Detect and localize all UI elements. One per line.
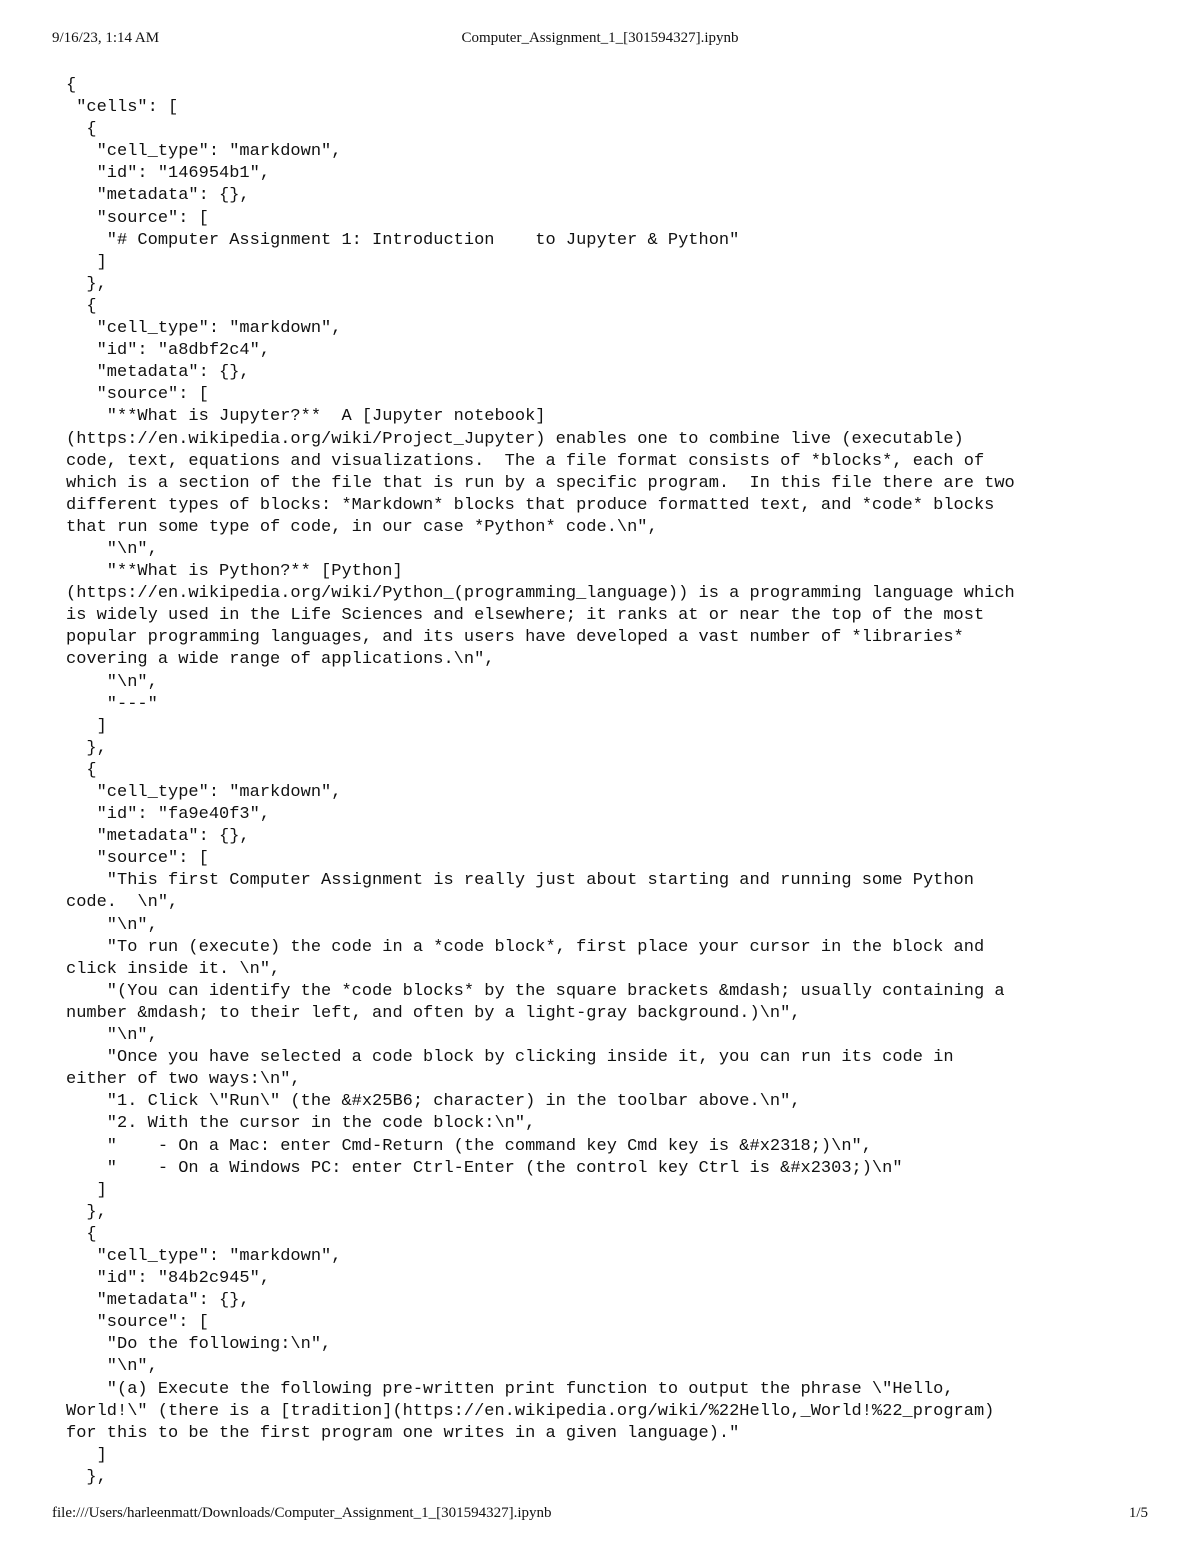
code-line: code. \n", [66, 893, 179, 913]
code-line: "id": "a8dbf2c4", [66, 341, 271, 361]
code-line: " - On a Mac: enter Cmd-Return (the command key Cmd key is &#x2318;)\n", [66, 1136, 872, 1156]
code-line: "cell_type": "markdown", [66, 319, 342, 339]
code-line: either of two ways:\n", [66, 1070, 301, 1090]
code-line: "metadata": {}, [66, 827, 250, 847]
file-path: file:///Users/harleenmatt/Downloads/Computer_Assignment_1_[301594327].ipynb [52, 1505, 552, 1521]
code-line: { [66, 1224, 97, 1244]
code-line: for this to be the first program one writes in a given language)." [66, 1423, 740, 1443]
code-line: "cell_type": "markdown", [66, 1246, 342, 1266]
code-line: "source": [ [66, 385, 209, 405]
code-line: is widely used in the Life Sciences and elsewhere; it ranks at or near the top of the most [66, 606, 985, 626]
code-line: "metadata": {}, [66, 363, 250, 383]
code-line: "Once you have selected a code block by clicking inside it, you can run its code in [66, 1048, 954, 1068]
code-line: (https://en.wikipedia.org/wiki/Python_(programming_language)) is a programming language which [66, 584, 1015, 604]
code-line: different types of blocks: *Markdown* blocks that produce formatted text, and *code* blocks [66, 495, 995, 515]
code-line: "(a) Execute the following pre-written print function to output the phrase \"Hello, [66, 1379, 954, 1399]
code-line: that run some type of code, in our case *Python* code.\n", [66, 517, 658, 537]
code-line: "id": "fa9e40f3", [66, 805, 271, 825]
code-line: popular programming languages, and its users have developed a vast number of *libraries* [66, 628, 964, 648]
code-line: "(You can identify the *code blocks* by the square brackets &mdash; usually containing a [66, 981, 1005, 1001]
page-number: 1/5 [1128, 1505, 1148, 1521]
code-line: "source": [ [66, 849, 209, 869]
code-line: { [66, 760, 97, 780]
code-line: { [66, 76, 77, 95]
code-line: " - On a Windows PC: enter Ctrl-Enter (the control key Ctrl is &#x2303;)\n" [66, 1158, 903, 1178]
code-line: covering a wide range of applications.\n", [66, 650, 495, 670]
code-line: "To run (execute) the code in a *code block*, first place your cursor in the block and [66, 937, 985, 957]
code-line: "---" [66, 694, 158, 714]
code-line: "metadata": {}, [66, 1291, 250, 1311]
code-line: "id": "84b2c945", [66, 1269, 271, 1289]
code-line: World!\" (there is a [tradition](https://en.wikipedia.org/wiki/%22Hello,_World!%22_program) [66, 1401, 995, 1421]
code-line: "metadata": {}, [66, 186, 250, 206]
code-line: }, [66, 738, 107, 758]
code-line: "Do the following:\n", [66, 1335, 332, 1355]
code-line: ] [66, 1445, 107, 1465]
code-line: "# Computer Assignment 1: Introduction to Jupyter & Python" [66, 230, 740, 250]
code-line: "\n", [66, 1026, 158, 1046]
code-line: ] [66, 716, 107, 736]
code-line: }, [66, 274, 107, 294]
document-title: Computer_Assignment_1_[301594327].ipynb [461, 30, 739, 46]
code-line: "1. Click \"Run\" (the &#x25B6; character) in the toolbar above.\n", [66, 1092, 801, 1112]
code-line: "2. With the cursor in the code block:\n", [66, 1114, 536, 1134]
code-line: "source": [ [66, 208, 209, 228]
code-line: (https://en.wikipedia.org/wiki/Project_Jupyter) enables one to combine live (executable) [66, 429, 964, 449]
code-line: ] [66, 1180, 107, 1200]
code-line: "\n", [66, 1357, 158, 1377]
code-line: number &mdash; to their left, and often by a light-gray background.)\n", [66, 1003, 801, 1023]
code-line: "\n", [66, 539, 158, 559]
code-line: { [66, 296, 97, 316]
code-line: "This first Computer Assignment is really just about starting and running some Python [66, 871, 974, 891]
code-line: { [66, 120, 97, 140]
code-line: "\n", [66, 915, 158, 935]
code-line: click inside it. \n", [66, 959, 281, 979]
code-line: }, [66, 1467, 107, 1487]
code-line: "cell_type": "markdown", [66, 783, 342, 802]
code-line: code, text, equations and visualizations. The a file format consists of *blocks*, each of [66, 451, 985, 471]
code-line: }, [66, 1202, 107, 1222]
notebook-json-content [66, 75, 1146, 1489]
code-line: "id": "146954b1", [66, 164, 271, 184]
code-line: "cells": [ [66, 98, 179, 118]
code-line: which is a section of the file that is run by a specific program. In this file there are two [66, 473, 1015, 493]
code-line: "**What is Jupyter?** A [Jupyter notebook] [66, 407, 546, 427]
code-line: "\n", [66, 672, 158, 692]
code-line: "**What is Python?** [Python] [66, 562, 403, 582]
code-line: "cell_type": "markdown", [66, 142, 342, 162]
code-line: "source": [ [66, 1313, 209, 1333]
code-line: ] [66, 252, 107, 272]
print-date: 9/16/23, 1:14 AM [52, 30, 160, 46]
